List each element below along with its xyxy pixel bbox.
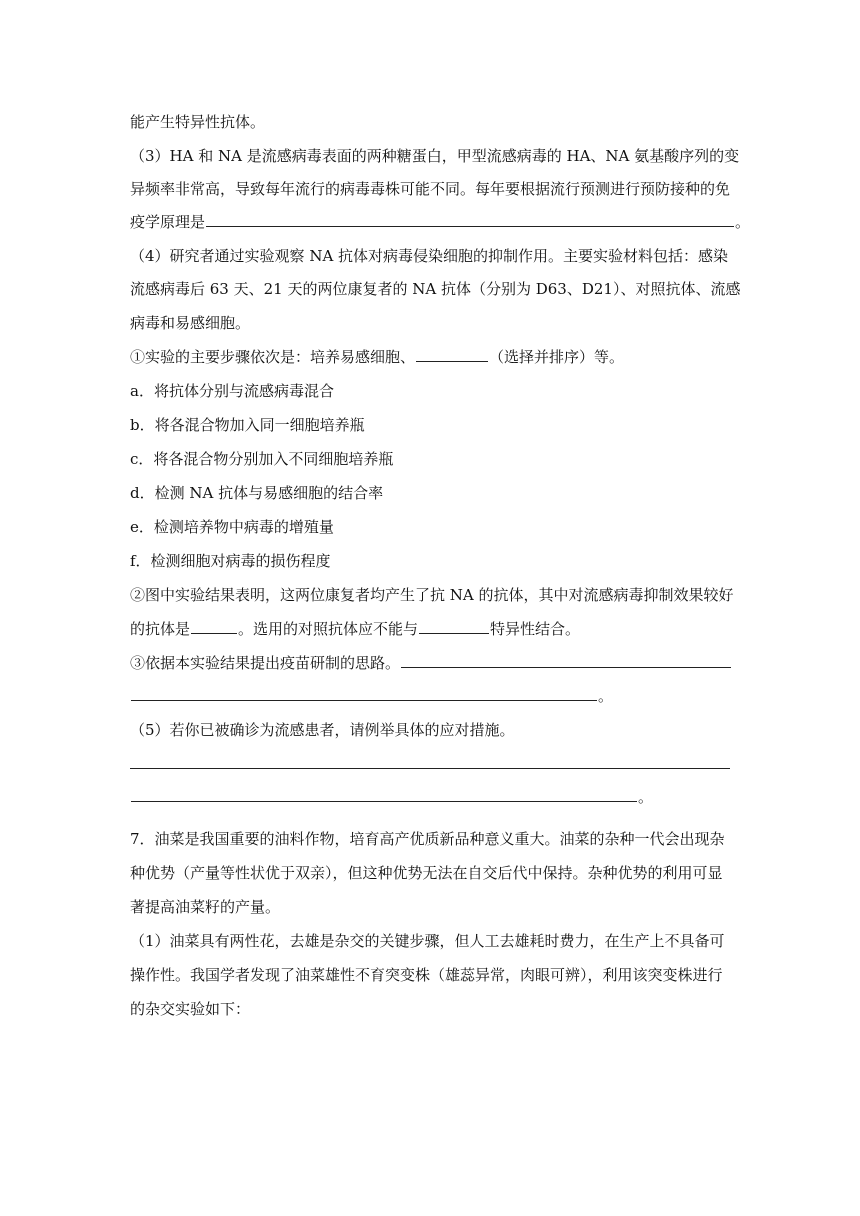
text: （选择并排序）等。 [489, 348, 625, 366]
question-7-1-line-2 [130, 965, 723, 985]
text: ②图中实验结果表明，这两位康复者均产生了抗 NA 的抗体，其中对流感病毒抑制效果较好 [130, 586, 734, 604]
question-5-line [130, 720, 515, 740]
question-4-line-2 [130, 279, 740, 299]
text: f．检测细胞对病毒的损伤程度 [130, 552, 331, 570]
result-question-line-1 [130, 585, 734, 605]
text: d．检测 NA 抗体与易感细胞的结合率 [130, 484, 384, 502]
text: （3）HA 和 NA 是流感病毒表面的两种糖蛋白，甲型流感病毒的 HA、NA 氨基酸序列的变 [130, 147, 740, 165]
text: 的抗体是 [130, 620, 191, 638]
text: e．检测培养物中病毒的增殖量 [130, 518, 334, 536]
text: 。 [598, 687, 614, 705]
question-7-1-line-1 [130, 931, 725, 951]
answer-rule[interactable] [130, 768, 730, 769]
question-4-line-1 [130, 246, 728, 266]
vaccine-answer-line [130, 686, 613, 706]
question-3-line-1 [130, 146, 739, 166]
answer-blank[interactable] [419, 619, 489, 634]
text: 病毒和易感细胞。 [130, 314, 251, 332]
answer-blank[interactable] [401, 653, 731, 668]
text: 操作性。我国学者发现了油菜雄性不育突变株（雄蕊异常，肉眼可辨），利用该突变株进行 [130, 966, 723, 984]
step-question-line [130, 347, 624, 367]
text: 异频率非常高，导致每年流行的病毒毒株可能不同。每年要根据流行预测进行预防接种的免 [130, 180, 731, 198]
option-b [130, 415, 365, 435]
question-5-answer-line [130, 787, 653, 807]
text: 。选用的对照抗体应不能与 [238, 620, 419, 638]
text: （1）油菜具有两性花，去雄是杂交的关键步骤，但人工去雄耗时费力，在生产上不具备可 [130, 932, 725, 950]
text: 的杂交实验如下： [130, 1000, 251, 1018]
option-f [130, 551, 331, 571]
answer-blank[interactable] [416, 347, 488, 362]
answer-blank[interactable] [191, 619, 237, 634]
text: b．将各混合物加入同一细胞培养瓶 [130, 416, 365, 434]
text: 著提高油菜籽的产量。 [130, 898, 281, 916]
text: c．将各混合物分别加入不同细胞培养瓶 [130, 450, 394, 468]
answer-blank[interactable] [206, 212, 734, 227]
text: 疫学原理是 [130, 213, 206, 231]
question-7-line-3 [130, 897, 280, 917]
option-c [130, 449, 393, 469]
answer-blank[interactable] [131, 686, 597, 701]
question-7-1-line-3 [130, 999, 250, 1019]
text: 流感病毒后 63 天、21 天的两位康复者的 NA 抗体（分别为 D63、D21）、对照抗体、流感 [130, 280, 741, 298]
question-7-line-1 [130, 829, 725, 849]
question-3-line-3 [130, 212, 750, 232]
text: a．将抗体分别与流感病毒混合 [130, 382, 334, 400]
option-e [130, 517, 334, 537]
option-d [130, 483, 383, 503]
answer-blank[interactable] [131, 787, 637, 802]
question-3-line-2 [130, 179, 730, 199]
text: 。 [735, 213, 751, 231]
question-4-line-3 [130, 313, 250, 333]
option-a [130, 381, 334, 401]
question-7-line-2 [130, 863, 723, 883]
text: 特异性结合。 [490, 620, 581, 638]
text: ①实验的主要步骤依次是：培养易感细胞、 [130, 348, 416, 366]
text: 7．油菜是我国重要的油料作物，培育高产优质新品种意义重大。油菜的杂种一代会出现杂 [130, 830, 725, 848]
vaccine-question-line [130, 653, 732, 673]
text: （5）若你已被确诊为流感患者，请例举具体的应对措施。 [130, 721, 515, 739]
text: 。 [638, 788, 654, 806]
result-question-line-2 [130, 619, 580, 639]
text-line [130, 112, 265, 132]
text: 种优势（产量等性状优于双亲），但这种优势无法在自交后代中保持。杂种优势的利用可显 [130, 864, 723, 882]
text: （4）研究者通过实验观察 NA 抗体对病毒侵染细胞的抑制作用。主要实验材料包括：感染 [130, 247, 729, 265]
text: 能产生特异性抗体。 [130, 113, 266, 131]
text: ③依据本实验结果提出疫苗研制的思路。 [130, 654, 401, 672]
